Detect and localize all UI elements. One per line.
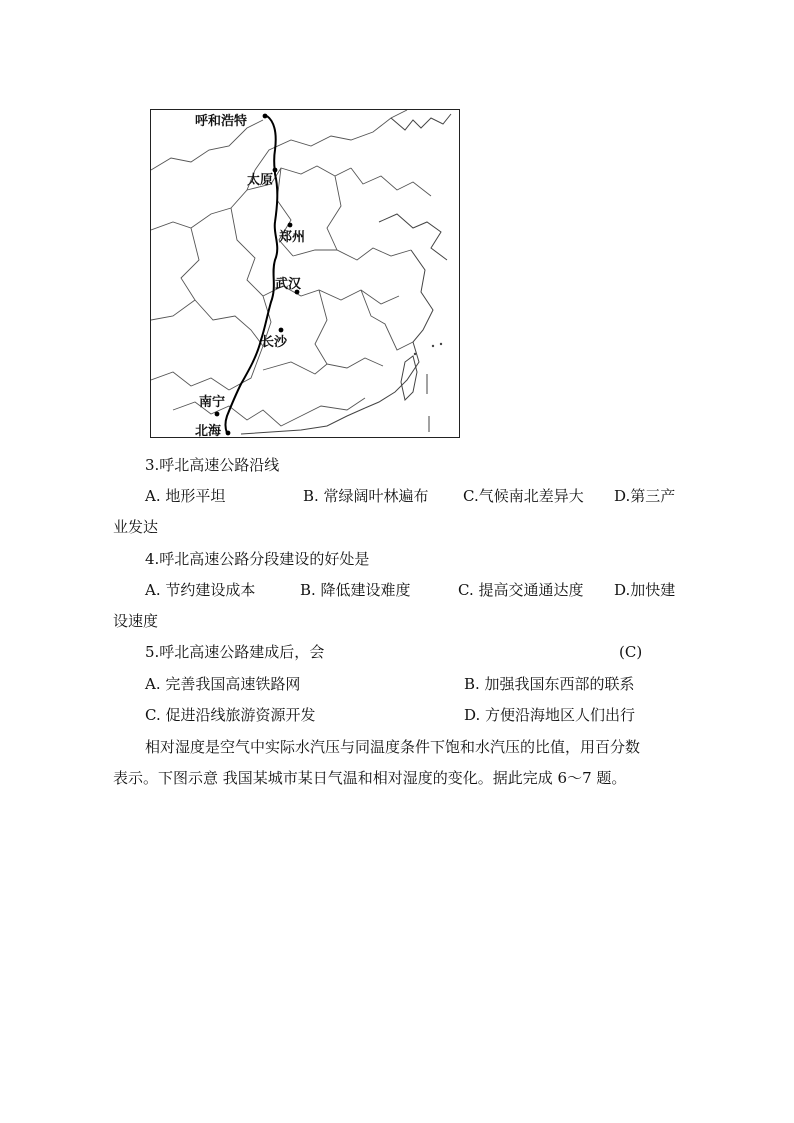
question-4-option-a: A. 节约建设成本 <box>145 581 256 599</box>
province-boundaries <box>151 110 431 426</box>
island-dot <box>414 353 416 355</box>
city-label-changsha: 长沙 <box>261 335 288 350</box>
question-3-option-d-continuation: 业发达 <box>113 518 159 536</box>
island-dot <box>440 343 442 345</box>
taiwan-island <box>401 356 417 400</box>
question-4-option-d: D.加快建 <box>614 581 676 599</box>
city-label-nanning: 南宁 <box>199 395 226 410</box>
question-5-option-c: C. 促进沿线旅游资源开发 <box>145 706 316 724</box>
question-4-option-c: C. 提高交通通达度 <box>458 581 584 599</box>
question-3-option-b: B. 常绿阔叶林遍布 <box>303 487 429 505</box>
question-4-option-d-continuation: 设速度 <box>113 612 159 630</box>
question-5-option-a: A. 完善我国高速铁路网 <box>145 675 301 693</box>
city-dot-nanning <box>215 412 220 417</box>
paragraph-line-2: 表示。下图示意 我国某城市某日气温和相对湿度的变化。据此完成 6～7 题。 <box>113 769 627 787</box>
city-label-wuhan: 武汉 <box>275 277 302 292</box>
question-5-option-d: D. 方便沿海地区人们出行 <box>464 706 636 724</box>
question-3-stem: 3.呼北高速公路沿线 <box>145 456 280 474</box>
route-map <box>150 109 460 438</box>
coastline <box>241 114 451 434</box>
question-3-option-a: A. 地形平坦 <box>145 487 226 505</box>
city-label-zhengzhou: 郑州 <box>279 230 306 245</box>
question-3-option-d: D.第三产 <box>614 487 676 505</box>
island-dot <box>432 345 434 347</box>
city-dot-hohhot <box>263 114 268 119</box>
city-dot-beihai <box>226 431 231 436</box>
question-4-stem: 4.呼北高速公路分段建设的好处是 <box>145 550 370 568</box>
city-dot-zhengzhou <box>288 223 293 228</box>
city-label-beihai: 北海 <box>195 424 222 437</box>
question-5-answer: (C) <box>619 643 643 661</box>
question-4-option-b: B. 降低建设难度 <box>300 581 411 599</box>
city-dot-changsha <box>279 328 284 333</box>
question-5-stem: 5.呼北高速公路建成后，会 <box>145 643 325 661</box>
paragraph-line-1: 相对湿度是空气中实际水汽压与同温度条件下饱和水汽压的比值，用百分数 <box>145 738 641 756</box>
city-label-taiyuan: 太原 <box>247 173 274 188</box>
map-drawing <box>151 110 459 437</box>
city-label-hohhot: 呼和浩特 <box>195 114 248 129</box>
question-3-option-c: C.气候南北差异大 <box>463 487 584 505</box>
city-dot-taiyuan <box>273 168 278 173</box>
hubei-highway-route <box>226 116 278 433</box>
question-5-option-b: B. 加强我国东西部的联系 <box>464 675 635 693</box>
